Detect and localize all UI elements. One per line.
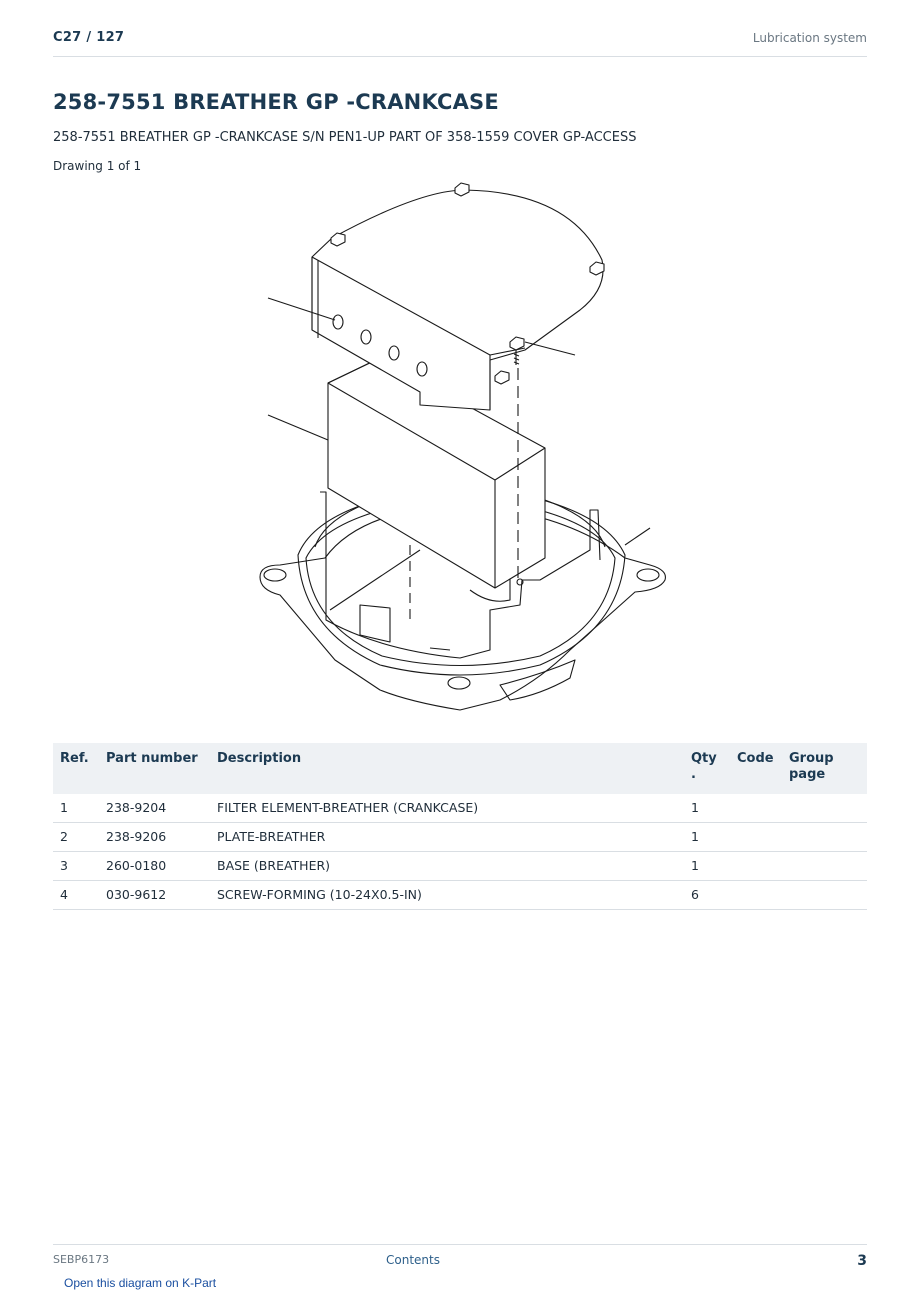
- footer-divider: [53, 1244, 867, 1245]
- page-title: 258-7551 BREATHER GP -CRANKCASE: [53, 90, 499, 114]
- cell-ref: 1: [53, 794, 99, 823]
- cell-code: [730, 823, 782, 852]
- table-row: [53, 794, 867, 823]
- table-row: [53, 823, 867, 852]
- cell-code: [730, 881, 782, 910]
- document-id: SEBP6173: [53, 1253, 110, 1266]
- parts-table: [53, 743, 867, 910]
- col-description: Description: [210, 743, 684, 794]
- col-part-number: Part number: [99, 743, 210, 794]
- cell-qty: 1: [684, 794, 730, 823]
- cell-group-page: [782, 881, 867, 910]
- cell-code: [730, 794, 782, 823]
- cell-code: [730, 852, 782, 881]
- cell-part-number: 030-9612: [99, 881, 210, 910]
- cell-description: BASE (BREATHER): [210, 852, 684, 881]
- cell-ref: 4: [53, 881, 99, 910]
- col-group-page: Group page: [782, 743, 867, 794]
- page-number: 3: [857, 1253, 867, 1269]
- cell-group-page: [782, 794, 867, 823]
- col-code: Code: [730, 743, 782, 794]
- cell-ref: 2: [53, 823, 99, 852]
- cell-description: SCREW-FORMING (10-24X0.5-IN): [210, 881, 684, 910]
- drawing-count: Drawing 1 of 1: [53, 159, 142, 173]
- cell-qty: 1: [684, 852, 730, 881]
- table-row: [53, 881, 867, 910]
- contents-link[interactable]: Contents: [386, 1253, 440, 1267]
- cell-ref: 3: [53, 852, 99, 881]
- cell-group-page: [782, 852, 867, 881]
- cell-description: FILTER ELEMENT-BREATHER (CRANKCASE): [210, 794, 684, 823]
- cell-part-number: 238-9206: [99, 823, 210, 852]
- section-name: Lubrication system: [752, 31, 867, 45]
- cell-part-number: 260-0180: [99, 852, 210, 881]
- table-row: [53, 852, 867, 881]
- model-page-code: C27 / 127: [53, 30, 125, 45]
- cell-group-page: [782, 823, 867, 852]
- page-subtitle: 258-7551 BREATHER GP -CRANKCASE S/N PEN1-UP PART OF 358-1559 COVER GP-ACCESS: [53, 130, 637, 145]
- open-diagram-kpart-link[interactable]: Open this diagram on K-Part: [64, 1276, 217, 1290]
- col-qty: Qty .: [684, 743, 730, 794]
- cell-description: PLATE-BREATHER: [210, 823, 684, 852]
- table-header-row: [53, 743, 867, 794]
- cell-qty: 6: [684, 881, 730, 910]
- cell-part-number: 238-9204: [99, 794, 210, 823]
- cell-qty: 1: [684, 823, 730, 852]
- page-header: [53, 28, 867, 57]
- parts-diagram: [240, 180, 680, 720]
- breather-exploded-drawing: [240, 180, 680, 720]
- col-ref: Ref.: [53, 743, 99, 794]
